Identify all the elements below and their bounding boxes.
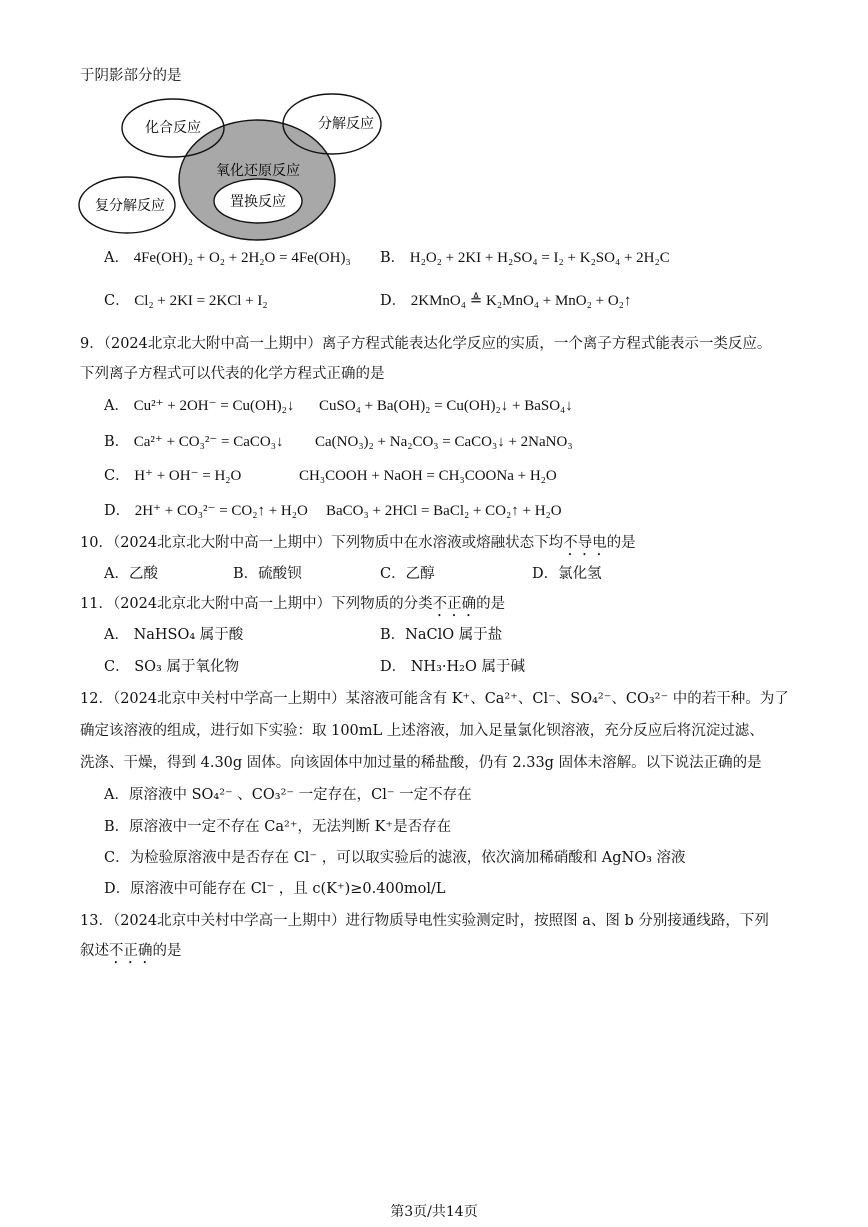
ionic-equation: 2H⁺ + CO₃²⁻ = CO₂↑ + H₂O: [134, 503, 308, 519]
stem-text: 11．（2024北京北大附中高一上期中）下列物质的分类: [80, 596, 433, 612]
combination-label: 化合反应: [145, 120, 201, 136]
q10-option-b: B．硫酸钡: [233, 566, 302, 582]
q12-option-c: C．为检验原溶液中是否存在 Cl⁻ ，可以取实验后的滤液，依次滴加稀硝酸和 AgNO₃ 溶液: [104, 850, 686, 866]
page-footer: 第3页/共14页: [390, 1204, 478, 1220]
q11-option-d: D． NH₃·H₂O 属于碱: [380, 659, 525, 675]
q10-option-d: D．氯化氢: [532, 566, 602, 582]
q12-stem-line1: 12．（2024北京中关村中学高一上期中）某溶液可能含有 K⁺、Ca²⁺、Cl⁻、SO₄²⁻、CO₃²⁻ 中的若干种。为了: [80, 691, 789, 707]
q11-option-c: C． SO₃ 属于氧化物: [104, 659, 239, 675]
ionic-equation: H⁺ + OH⁻ = H₂O: [134, 468, 242, 484]
q9-option-b-equation: Ca(NO₃)₂ + Na₂CO₃ = CaCO₃↓ + 2NaNO₃: [315, 434, 573, 450]
q9-option-c-equation: CH₃COOH + NaOH = CH₃COONa + H₂O: [299, 468, 557, 484]
option-label: B．: [104, 434, 130, 450]
q9-option-c: [104, 466, 241, 486]
q9-stem-line1: 9．（2024北京北大附中高一上期中）离子方程式能表达化学反应的实质，一个离子方程式能表示一类反应。: [80, 336, 772, 352]
option-label: A．: [104, 250, 129, 266]
redox-label: 氧化还原反应: [216, 163, 300, 179]
q13-stem-line2: [80, 941, 182, 967]
emphasis-text: 不正确: [432, 596, 477, 612]
q9-option-b: [104, 432, 283, 452]
ionic-equation: Ca²⁺ + CO₃²⁻ = CaCO₃↓: [133, 434, 284, 450]
option-label: B．: [380, 250, 406, 266]
displacement-label: 置换反应: [230, 194, 286, 210]
option-label: C．: [104, 468, 130, 484]
q12-option-b: B．原溶液中一定不存在 Ca²⁺，无法判断 K⁺是否存在: [104, 819, 452, 835]
q11-stem: [80, 594, 505, 620]
q8-option-c: [104, 291, 268, 311]
q11-option-a: A． NaHSO₄ 属于酸: [104, 627, 244, 643]
q8-option-a: [104, 248, 351, 268]
q12-stem-line3: 洗涤、干燥，得到 4.30g 固体。向该固体中加过量的稀盐酸，仍有 2.33g 固体未溶解。以下说法正确的是: [80, 755, 762, 771]
q9-option-a: [104, 396, 294, 416]
option-label: C．: [104, 293, 130, 309]
ionic-equation: Cu²⁺ + 2OH⁻ = Cu(OH)₂↓: [133, 398, 295, 414]
q9-stem-line2: 下列离子方程式可以代表的化学方程式正确的是: [80, 366, 385, 382]
option-label: A．: [104, 398, 129, 414]
option-label: D．: [104, 503, 131, 519]
q9-option-d-equation: BaCO₃ + 2HCl = BaCl₂ + CO₂↑ + H₂O: [326, 503, 562, 519]
stem-text-end: 的是: [476, 596, 506, 612]
reaction-venn-diagram: [0, 0, 868, 250]
q8-option-d: [380, 291, 631, 311]
q12-option-d: D．原溶液中可能存在 Cl⁻ ，且 c(K⁺)≥0.400mol/L: [104, 881, 446, 897]
q13-stem-line1: 13．（2024北京中关村中学高一上期中）进行物质导电性实验测定时，按照图 a、图 b 分别接通线路，下列: [80, 913, 769, 929]
q12-stem-line2: 确定该溶液的组成，进行如下实验：取 100mL 上述溶液，加入足量氯化钡溶液，充分反应后将沉淀过滤、: [80, 723, 764, 739]
q11-option-b: B．NaClO 属于盐: [380, 627, 503, 643]
q8-option-b: [380, 248, 670, 268]
equation: Cl₂ + 2KI = 2KCl + I₂: [134, 293, 268, 309]
stem-text: 10．（2024北京北大附中高一上期中）下列物质中在水溶液或熔融状态下均: [80, 535, 564, 551]
intro-text: 于阴影部分的是: [80, 68, 182, 84]
emphasis-text: 不导电: [563, 535, 607, 551]
q10-option-c: C．乙醇: [380, 566, 435, 582]
double-decomposition-label: 复分解反应: [95, 198, 165, 214]
q10-option-a: A．乙酸: [104, 566, 158, 582]
stem-text: 叙述: [80, 943, 109, 959]
decomposition-label: 分解反应: [318, 116, 374, 132]
emphasis-text: 不正确: [109, 943, 153, 959]
equation: H₂O₂ + 2KI + H₂SO₄ = I₂ + K₂SO₄ + 2H₂C: [409, 250, 670, 266]
q9-option-a-equation: CuSO₄ + Ba(OH)₂ = Cu(OH)₂↓ + BaSO₄↓: [319, 398, 573, 414]
equation: 2KMnO₄ ≜ K₂MnO₄ + MnO₂ + O₂↑: [410, 293, 632, 309]
stem-text-end: 的是: [152, 943, 182, 959]
q12-option-a: A．原溶液中 SO₄²⁻ 、CO₃²⁻ 一定存在，Cl⁻ 一定不存在: [104, 787, 472, 803]
q9-option-d: [104, 501, 308, 521]
equation: 4Fe(OH)₂ + O₂ + 2H₂O = 4Fe(OH)₃: [133, 250, 351, 266]
option-label: D．: [380, 293, 407, 309]
q10-stem: [80, 533, 636, 559]
stem-text-end: 的是: [606, 535, 636, 551]
